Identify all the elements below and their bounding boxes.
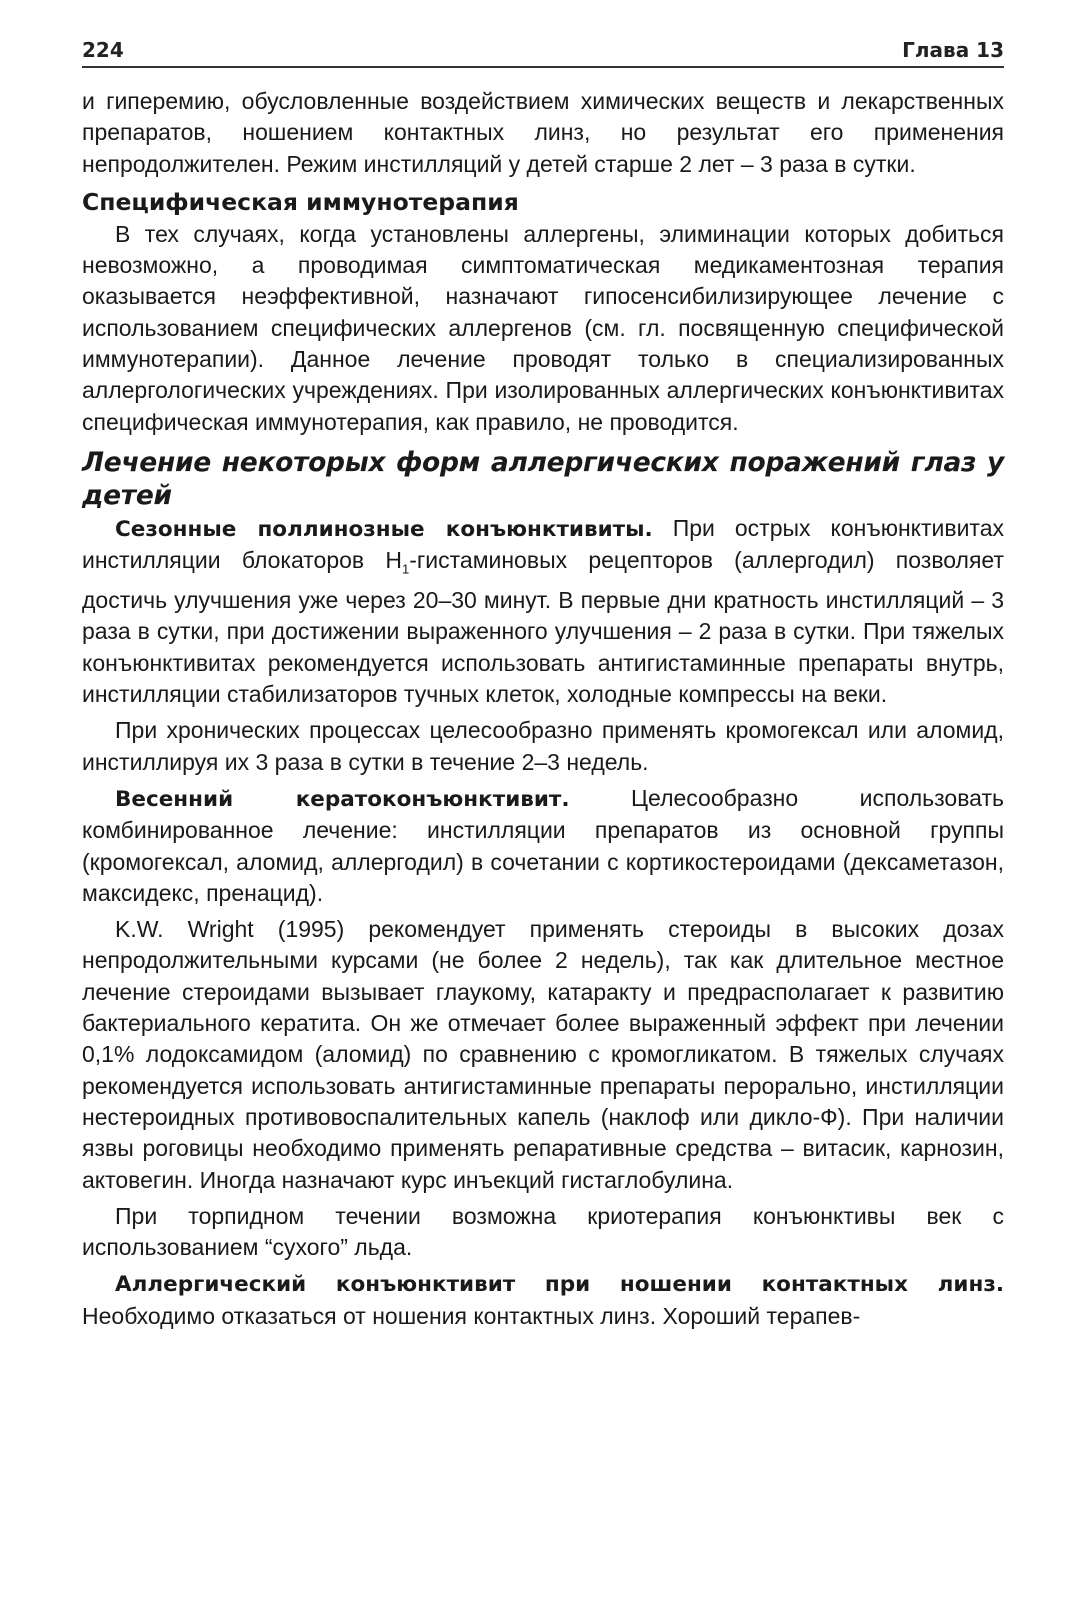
paragraph-wright: K.W. Wright (1995) рекомендует применять стероиды в высоких дозах непродолжительными курсами (не более 2 недель), так как длительное местное лечение стероидами вызывает глаукому, катаракту и предрасполагает к развитию бактериального кератита. Он же отмечает более выраженный эффект при лечении 0,1% лодоксамидом (аломид) по сравнению с кромогликатом. В тяжелых случаях рекомендуется использовать антигистаминные препараты перорально, инстилляции нестероидных противовоспалительных капель (наклоф или дикло-Ф). При наличии язвы роговицы необходимо применять репаративные средства – витасик, карнозин, актовегин. Иногда назначают курс инъекций гистаглобулина.: [82, 916, 1004, 1193]
subscript-1: 1: [402, 561, 410, 577]
paragraph-continuation: и гиперемию, обусловленные воздействием химических веществ и лекарственных препаратов, ношением контактных линз, но результат его применения непродолжителен. Режим инстилляций у детей старше 2 лет – 3 раза в сутки.: [82, 88, 1004, 177]
lead-contact-lens: Аллергический конъюнктивит при ношении контактных линз.: [115, 1272, 1004, 1298]
page-number: 224: [82, 38, 124, 62]
paragraph-chronic: При хронических процессах целесообразно применять кромогексал или аломид, инстиллируя их 3 раза в сутки в течение 2–3 недель.: [82, 717, 1004, 775]
section-heading: Лечение некоторых форм аллергических поражений глаз у детей: [82, 446, 1004, 511]
book-page: [82, 28, 1004, 1332]
paragraph-vernal: [82, 783, 1004, 909]
page-body: [82, 86, 1004, 1332]
paragraph-contact-lens: [82, 1268, 1004, 1332]
header-rule: [82, 66, 1004, 68]
text-seasonal-a: При острых конъюнктивитах инстилляции блокаторов H: [82, 514, 1005, 574]
text-contact-lens: Необходимо отказаться от ношения контактных линз. Хороший терапев-: [82, 1302, 861, 1329]
chapter-title: Глава 13: [902, 38, 1004, 62]
running-header: [82, 28, 1004, 62]
paragraph-seasonal: [82, 513, 1004, 710]
lead-seasonal: Сезонные поллинозные конъюнктивиты.: [115, 516, 653, 542]
lead-vernal: Весенний кератоконъюнктивит.: [115, 786, 570, 812]
text-seasonal-b: -гистаминовых рецепторов (аллергодил) позволяет достичь улучшения уже через 20–30 минут. В первые дни кратность инстилляций – 3 раза в сутки, при достижении выраженного улучшения – 2 раза в сутки. При тяжелых конъюнктивитах рекомендуется использовать антигистаминные препараты внутрь, инстилляции стабилизаторов тучных клеток, холодные компрессы на веки.: [82, 547, 1004, 708]
subheading-immunotherapy: Специфическая иммунотерапия: [82, 187, 519, 216]
text-vernal: Целесообразно использовать комбинированное лечение: инстилляции препаратов из основной группы (кромогексал, аломид, аллергодил) в сочетании с кортикостероидами (дексаметазон, максидекс, пренацид).: [82, 784, 1004, 906]
paragraph-immunotherapy: В тех случаях, когда установлены аллергены, элиминации которых добиться невозможно, а проводимая симптоматическая медикаментозная терапия оказывается неэффективной, назначают гипосенсибилизирующее лечение с использованием специфических аллергенов (см. гл. посвященную специфической иммунотерапии). Данное лечение проводят только в специализированных аллергологических учреждениях. При изолированных аллергических конъюнктивитах специфическая иммунотерапия, как правило, не проводится.: [82, 220, 1004, 435]
paragraph-torpid: При торпидном течении возможна криотерапия конъюнктивы век с использованием “сухого” льда.: [82, 1202, 1004, 1261]
